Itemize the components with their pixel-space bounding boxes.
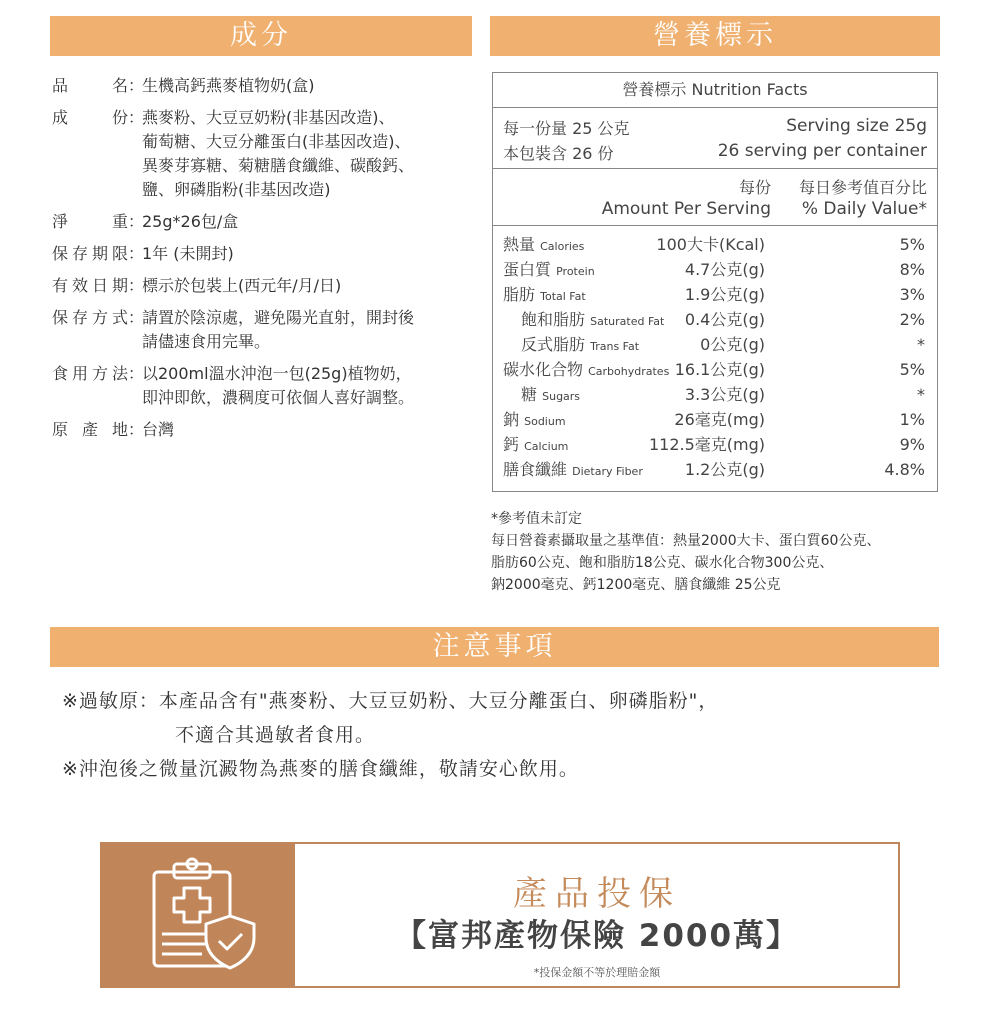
- ingredient-row: [52, 418, 472, 442]
- nutrient-name-zh: 糖: [521, 385, 538, 404]
- ingredient-row: [52, 130, 472, 154]
- nutrient-daily-value: 5%: [899, 235, 925, 254]
- nutrient-amount: 112.5毫克(mg): [648, 435, 765, 454]
- ingredient-label: 有效日期: [52, 276, 128, 295]
- nutrient-daily-value: 3%: [899, 285, 925, 304]
- nutrition-row: [493, 407, 937, 432]
- nutrient-daily-value: 8%: [899, 260, 925, 279]
- nutrient-name: [503, 357, 669, 384]
- nutrient-name-zh: 膳食纖維: [503, 460, 568, 479]
- nutrient-daily-value: 9%: [899, 435, 925, 454]
- insurance-icon-panel: [102, 844, 295, 986]
- ingredient-label: 品名: [52, 76, 128, 95]
- nutrient-daily-value: *: [917, 335, 925, 354]
- colon: ：: [128, 308, 145, 327]
- nutrient-name: [503, 432, 568, 459]
- nutrition-row: [493, 307, 937, 332]
- column-headers: [493, 169, 937, 226]
- ingredient-row: [52, 330, 472, 354]
- nutrition-header: 營養標示: [490, 16, 940, 56]
- nutrient-name: [503, 407, 566, 434]
- ingredient-row: [52, 362, 472, 386]
- serving-size-zh: 每一份量 25 公克: [503, 119, 630, 138]
- nutrient-name-zh: 熱量: [503, 235, 536, 254]
- servings-per-pack-en: 26 serving per container: [717, 141, 927, 161]
- nutrition-row: [493, 232, 937, 257]
- nutrient-name-zh: 反式脂肪: [521, 335, 586, 354]
- nutrient-daily-value: *: [917, 385, 925, 404]
- ingredient-row: [52, 306, 472, 330]
- ingredient-value: 1年 (未開封): [142, 244, 234, 263]
- nutrient-name-en: Dietary Fiber: [572, 465, 643, 478]
- nutrient-amount: 16.1公克(g): [674, 360, 765, 379]
- nutrient-name-en: Saturated Fat: [590, 315, 665, 328]
- colon: ：: [128, 364, 145, 383]
- nutrient-name-zh: 蛋白質: [503, 260, 552, 279]
- allergen-line: ※過敏原：本產品含有"燕麥粉、大豆豆奶粉、大豆分離蛋白、卵磷脂粉"，: [62, 690, 719, 712]
- ingredient-label: [52, 386, 128, 410]
- ingredient-row: [52, 242, 472, 266]
- ingredient-value: 以200ml溫水沖泡一包(25g)植物奶，: [142, 364, 412, 383]
- nutrient-name-en: Total Fat: [540, 290, 586, 303]
- ingredient-row: [52, 178, 472, 202]
- servings-per-pack-zh: 本包裝含 26 份: [503, 144, 614, 163]
- nutrient-name-en: Protein: [556, 265, 595, 278]
- colon: ：: [128, 244, 145, 263]
- serving-size-en: Serving size 25g: [786, 116, 927, 136]
- note-line: 每日營養素攝取量之基準值：熱量2000大卡、蛋白質60公克、: [491, 533, 881, 549]
- ingredient-label: 保存期限: [52, 244, 128, 263]
- nutrient-name: [503, 457, 643, 484]
- ingredient-value: 25g*26包/盒: [142, 212, 239, 231]
- nutrient-daily-value: 5%: [899, 360, 925, 379]
- ingredient-row: [52, 274, 472, 298]
- colon: [128, 154, 142, 178]
- nutrient-name-en: Trans Fat: [590, 340, 640, 353]
- ingredient-value: 即沖即飲，濃稠度可依個人喜好調整。: [142, 388, 415, 407]
- ingredient-row: [52, 106, 472, 130]
- ingredients-header: 成分: [50, 16, 472, 56]
- nutrient-amount: 3.3公克(g): [684, 385, 765, 404]
- insurance-note: *投保金額不等於理賠金額: [533, 966, 661, 979]
- ingredient-value: 燕麥粉、大豆豆奶粉(非基因改造)、: [142, 108, 395, 127]
- nutrient-amount: 0.4公克(g): [684, 310, 765, 329]
- nutrient-name-en: Calcium: [524, 440, 569, 453]
- ingredient-label: 保存方式: [52, 308, 128, 327]
- colon: [128, 130, 142, 154]
- nutrient-name: [503, 257, 595, 284]
- ingredient-row: [52, 386, 472, 410]
- ingredient-value: 鹽、卵磷脂粉(非基因改造): [142, 180, 331, 199]
- nutrient-name-en: Sugars: [542, 390, 581, 403]
- nutrient-name-en: Sodium: [524, 415, 566, 428]
- amount-header-zh: 每份: [738, 178, 771, 197]
- ingredient-value: 台灣: [142, 420, 175, 439]
- nutrition-facts-table: [492, 72, 938, 492]
- insurance-company: 【富邦產物保險 2000萬】: [394, 918, 800, 954]
- insurance-box: [100, 842, 900, 988]
- nutrition-row: [493, 357, 937, 382]
- caution-text: [62, 684, 718, 786]
- colon: ：: [128, 76, 145, 95]
- dv-header-zh: 每日參考值百分比: [798, 178, 927, 197]
- nutrient-daily-value: 2%: [899, 310, 925, 329]
- nutrition-row: [493, 432, 937, 457]
- ingredient-label: [52, 130, 128, 154]
- allergen-line-2: 不適合其過敏者食用。: [175, 724, 376, 746]
- nutrient-name: [521, 332, 639, 359]
- nutrition-rows: [493, 226, 937, 482]
- nutrient-amount: 100大卡(Kcal): [656, 235, 765, 254]
- nutrition-row: [493, 332, 937, 357]
- note-line: *參考值未訂定: [491, 511, 582, 527]
- nutrient-amount: 1.2公克(g): [684, 460, 765, 479]
- nutrient-name: [503, 282, 586, 309]
- colon: ：: [128, 276, 145, 295]
- ingredient-row: [52, 210, 472, 234]
- ingredient-value: 請置於陰涼處，避免陽光直射，開封後: [142, 308, 415, 327]
- nutrient-name-zh: 脂肪: [503, 285, 536, 304]
- nutrient-name: [521, 382, 580, 409]
- ingredient-value: 異麥芽寡糖、菊糖膳食纖維、碳酸鈣、: [142, 156, 415, 175]
- caution-header: 注意事項: [50, 627, 939, 667]
- note-line: 脂肪60公克、飽和脂肪18公克、碳水化合物300公克、: [491, 555, 834, 571]
- ingredient-value: 標示於包裝上(西元年/月/日): [142, 276, 342, 295]
- colon: ：: [128, 212, 145, 231]
- nutrition-row: [493, 282, 937, 307]
- ingredient-value: 葡萄糖、大豆分離蛋白(非基因改造)、: [142, 132, 411, 151]
- colon: [128, 330, 142, 354]
- dv-header-en: % Daily Value*: [801, 199, 927, 219]
- ingredient-label: 成份: [52, 108, 128, 127]
- nutrient-name: [521, 307, 664, 334]
- nutrient-name-en: Calories: [540, 240, 585, 253]
- ingredient-label: [52, 178, 128, 202]
- nutrient-name-zh: 飽和脂肪: [521, 310, 586, 329]
- clipboard-shield-icon: [102, 844, 295, 986]
- nutrient-name: [503, 232, 584, 259]
- nutrient-amount: 26毫克(mg): [674, 410, 765, 429]
- colon: ：: [128, 108, 145, 127]
- insurance-title: 產品投保: [513, 874, 681, 914]
- nutrient-amount: 4.7公克(g): [684, 260, 765, 279]
- nutrition-notes: [491, 508, 880, 596]
- nutrient-daily-value: 1%: [899, 410, 925, 429]
- colon: ：: [128, 420, 145, 439]
- nutrition-row: [493, 457, 937, 482]
- nutrition-row: [493, 257, 937, 282]
- ingredient-value: 生機高鈣燕麥植物奶(盒): [142, 76, 315, 95]
- ingredient-label: 淨重: [52, 212, 128, 231]
- serving-info: [493, 108, 937, 169]
- nutrition-title: 營養標示 Nutrition Facts: [493, 73, 937, 108]
- ingredient-label: [52, 154, 128, 178]
- colon: [128, 178, 142, 202]
- colon: [128, 386, 142, 410]
- nutrition-row: [493, 382, 937, 407]
- ingredients-list: [52, 74, 472, 442]
- nutrient-name-zh: 鈣: [503, 435, 520, 454]
- nutrient-amount: 1.9公克(g): [684, 285, 765, 304]
- nutrient-amount: 0公克(g): [700, 335, 765, 354]
- sediment-line: ※沖泡後之微量沉澱物為燕麥的膳食纖維，敬請安心飲用。: [62, 758, 579, 780]
- nutrient-name-en: Carbohydrates: [588, 365, 670, 378]
- ingredient-label: [52, 330, 128, 354]
- amount-header-en: Amount Per Serving: [601, 199, 771, 219]
- nutrient-daily-value: 4.8%: [884, 460, 925, 479]
- ingredient-row: [52, 154, 472, 178]
- ingredient-label: 原產地: [52, 420, 128, 439]
- nutrient-name-zh: 鈉: [503, 410, 520, 429]
- ingredient-label: 食用方法: [52, 364, 128, 383]
- note-line: 鈉2000毫克、鈣1200毫克、膳食纖維 25公克: [491, 577, 781, 593]
- nutrient-name-zh: 碳水化合物: [503, 360, 584, 379]
- ingredient-value: 請儘速食用完畢。: [142, 332, 271, 351]
- ingredient-row: [52, 74, 472, 98]
